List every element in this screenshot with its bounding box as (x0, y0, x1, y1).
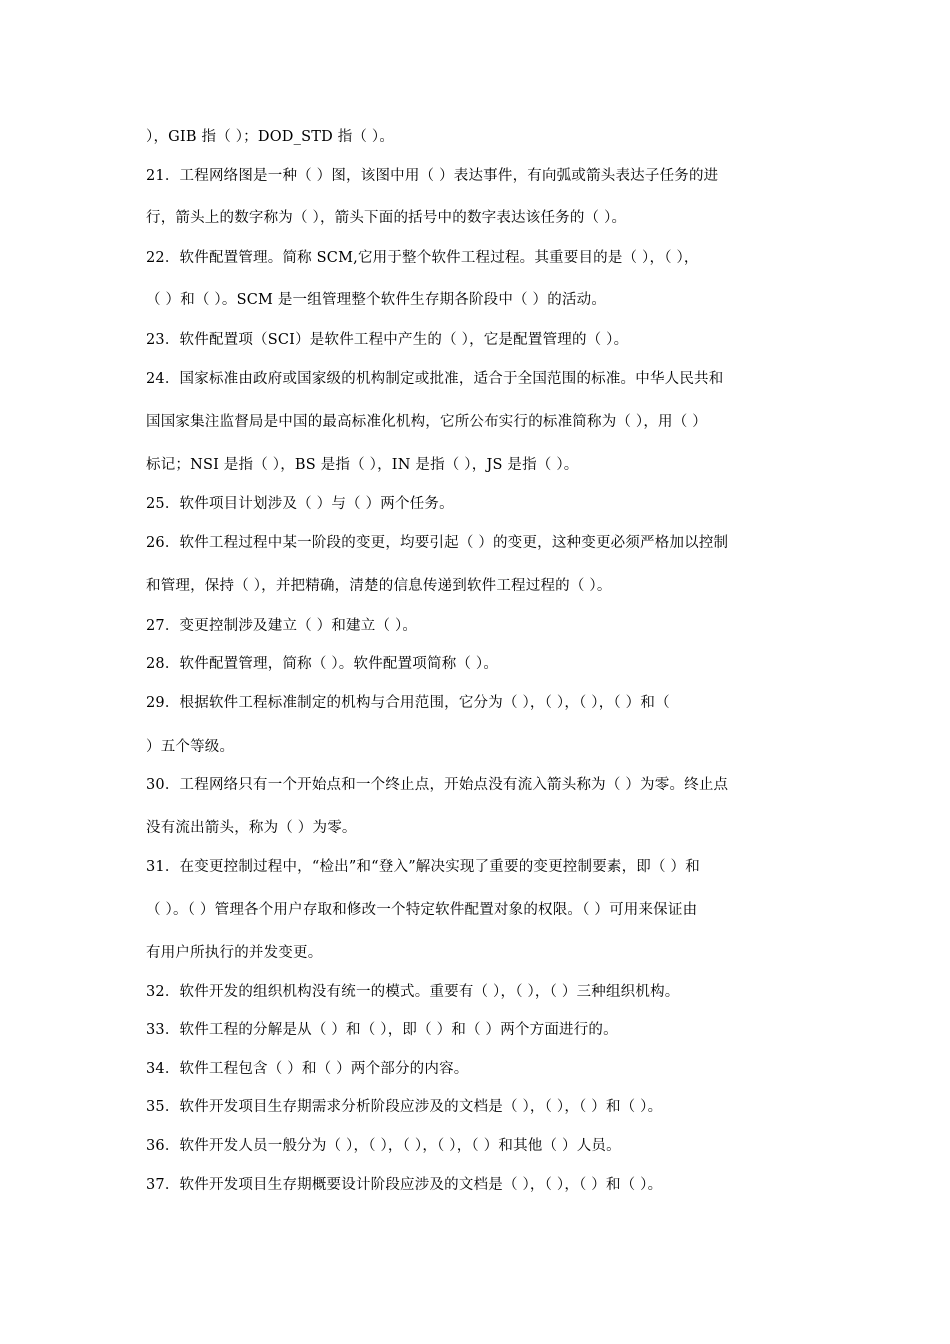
text-line: 31．在变更控制过程中，“检出”和“登入”解决实现了重要的变更控制要素，即（ ）和 (146, 859, 700, 875)
text-line: 25．软件项目计划涉及（ ）与（ ）两个任务。 (146, 496, 454, 512)
text-line: ）五个等级。 (146, 739, 235, 755)
text-line: 国国家集注监督局是中国的最高标准化机构，它所公布实行的标准简称为（ ），用（ ） (146, 414, 707, 430)
text-line: 29．根据软件工程标准制定的机构与合用范围，它分为（ ），（ ），（ ），（ ）和（ (146, 695, 670, 711)
text-line: 没有流出箭头，称为（ ）为零。 (146, 820, 357, 836)
text-line: 37．软件开发项目生存期概要设计阶段应涉及的文档是（ ），（ ），（ ）和（ ）。 (146, 1177, 663, 1193)
text-line: 33．软件工程的分解是从（ ）和（ ），即（ ）和（ ）两个方面进行的。 (146, 1022, 618, 1038)
text-line: 35．软件开发项目生存期需求分析阶段应涉及的文档是（ ），（ ），（ ）和（ ）。 (146, 1099, 663, 1115)
text-line: （ ）。（ ）管理各个用户存取和修改一个特定软件配置对象的权限。（ ）可用来保证由 (146, 902, 698, 918)
text-line: 36．软件开发人员一般分为（ ），（ ），（ ），（ ），（ ）和其他（ ）人员。 (146, 1138, 621, 1154)
text-line: 22．软件配置管理。简称 SCM,它用于整个软件工程过程。其重要目的是（ ），（ ）， (146, 250, 699, 266)
text-line: （ ）和（ ）。SCM 是一组管理整个软件生存期各阶段中（ ）的活动。 (146, 292, 607, 308)
text-line: 26．软件工程过程中某一阶段的变更，均要引起（ ）的变更，这种变更必须严格加以控制 (146, 535, 729, 551)
text-line: 和管理，保持（ ），并把精确，清楚的信息传递到软件工程过程的（ ）。 (146, 578, 612, 594)
text-line: ），GIB 指（ ）；DOD_STD 指（ ）。 (146, 129, 395, 145)
text-line: 24．国家标准由政府或国家级的机构制定或批准，适合于全国范围的标准。中华人民共和 (146, 371, 724, 387)
text-line: 32．软件开发的组织机构没有统一的模式。重要有（ ），（ ），（ ）三种组织机构。 (146, 984, 680, 1000)
text-line: 23．软件配置项（SCI）是软件工程中产生的（ ），它是配置管理的（ ）。 (146, 332, 629, 348)
text-line: 30．工程网络只有一个开始点和一个终止点，开始点没有流入箭头称为（ ）为零。终止点 (146, 777, 729, 793)
text-line: 标记；NSI 是指（ ），BS 是指（ ），IN 是指（ ），JS 是指（ ）。 (146, 457, 579, 473)
text-line: 28．软件配置管理，简称（ ）。软件配置项简称（ ）。 (146, 656, 499, 672)
text-line: 有用户所执行的并发变更。 (146, 945, 323, 961)
text-line: 行，箭头上的数字称为（ ），箭头下面的括号中的数字表达该任务的（ ）。 (146, 210, 627, 226)
text-line: 34．软件工程包含（ ）和（ ）两个部分的内容。 (146, 1061, 469, 1077)
text-line: 21．工程网络图是一种（ ）图，该图中用（ ）表达事件，有向弧或箭头表达子任务的进 (146, 168, 719, 184)
text-line: 27．变更控制涉及建立（ ）和建立（ ）。 (146, 618, 418, 634)
